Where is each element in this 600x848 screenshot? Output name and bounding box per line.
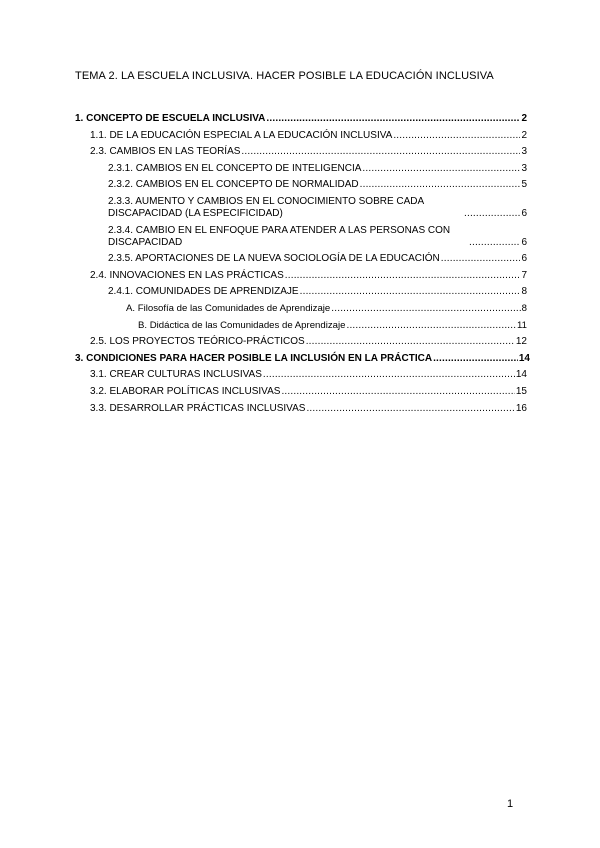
- toc-entry-page: 3: [521, 162, 527, 174]
- toc-entry[interactable]: [0, 336, 600, 348]
- toc-entry-page: 3: [521, 146, 527, 158]
- toc-leader-dots: [300, 286, 521, 298]
- toc-entry-page: 6: [521, 207, 527, 219]
- toc-entry-page: 11: [517, 319, 527, 331]
- toc-entry-label: B. Didáctica de las Comunidades de Aprendizaje: [138, 319, 346, 331]
- toc-entry-page: 8: [521, 302, 527, 314]
- toc-entry-page: 6: [521, 253, 527, 265]
- toc-leader-dots: [469, 237, 520, 249]
- toc-leader-dots: [433, 353, 518, 365]
- toc-entry-page: 2: [521, 129, 527, 141]
- toc-leader-dots: [281, 386, 514, 398]
- toc-entry-label: 2.3.4. CAMBIO EN EL ENFOQUE PARA ATENDER A LAS PERSONAS CON DISCAPACIDAD: [108, 224, 451, 248]
- toc-entry[interactable]: [0, 386, 600, 398]
- toc-entry[interactable]: [0, 253, 600, 265]
- toc-entry-page: 5: [521, 179, 527, 191]
- toc-entry-label: 2.5. LOS PROYECTOS TEÓRICO-PRÁCTICOS: [90, 336, 305, 348]
- toc-leader-dots: [346, 320, 516, 332]
- toc-leader-dots: [441, 253, 521, 265]
- toc-leader-dots: [331, 303, 520, 315]
- toc-entry[interactable]: [0, 369, 600, 381]
- page-number: 1: [507, 798, 514, 810]
- toc-entry[interactable]: [0, 225, 600, 249]
- toc-entry[interactable]: [0, 303, 600, 315]
- toc-entry-label: 2.3. CAMBIOS EN LAS TEORÍAS: [90, 146, 241, 158]
- toc-entry-label: 3.3. DESARROLLAR PRÁCTICAS INCLUSIVAS: [90, 402, 306, 414]
- toc-leader-dots: [393, 130, 520, 142]
- toc-entry-label: 1.1. DE LA EDUCACIÓN ESPECIAL A LA EDUCACIÓN INCLUSIVA: [90, 129, 393, 141]
- toc-entry-label: 2.3.3. AUMENTO Y CAMBIOS EN EL CONOCIMIENTO SOBRE CADA DISCAPACIDAD (LA ESPECIFICIDAD): [108, 195, 424, 219]
- toc-entry-page: 7: [521, 269, 527, 281]
- toc-entry-page: 12: [515, 336, 527, 348]
- document-title: TEMA 2. LA ESCUELA INCLUSIVA. HACER POSIBLE LA EDUCACIÓN INCLUSIVA: [75, 70, 494, 82]
- toc-leader-dots: [263, 369, 515, 381]
- toc-entry-page: 2: [521, 113, 527, 124]
- toc-entry-label: 1. CONCEPTO DE ESCUELA INCLUSIVA: [75, 113, 266, 124]
- toc-leader-dots: [362, 163, 520, 175]
- toc-entry-label: 2.3.1. CAMBIOS EN EL CONCEPTO DE INTELIGENCIA: [108, 162, 362, 174]
- toc-entry[interactable]: [0, 196, 600, 220]
- toc-leader-dots: [266, 113, 520, 125]
- toc-entry-page: 16: [515, 402, 527, 414]
- toc-leader-dots: [464, 208, 520, 220]
- toc-entry-label: 3.1. CREAR CULTURAS INCLUSIVAS: [90, 369, 262, 381]
- toc-entry-label: 3. CONDICIONES PARA HACER POSIBLE LA INCLUSIÓN EN LA PRÁCTICA: [75, 352, 433, 364]
- toc-entry-page: 14: [515, 369, 527, 381]
- toc-entry[interactable]: [0, 403, 600, 415]
- toc-leader-dots: [360, 179, 521, 191]
- toc-entry[interactable]: [0, 163, 600, 175]
- toc-entry-label: 2.4.1. COMUNIDADES DE APRENDIZAJE: [108, 286, 299, 298]
- toc-leader-dots: [306, 403, 514, 415]
- toc-leader-dots: [285, 270, 521, 282]
- toc-leader-dots: [306, 336, 515, 348]
- toc-entry-page: 15: [515, 385, 527, 397]
- toc-entry-page: 14: [518, 352, 530, 364]
- toc-entry[interactable]: [0, 270, 600, 282]
- toc-entry[interactable]: [0, 320, 600, 332]
- toc-entry[interactable]: [0, 179, 600, 191]
- toc-entry-page: 8: [521, 286, 527, 298]
- toc-entry-label: 3.2. ELABORAR POLÍTICAS INCLUSIVAS: [90, 385, 281, 397]
- toc-entry[interactable]: [0, 146, 600, 158]
- table-of-contents: [0, 113, 600, 419]
- toc-entry-label: A. Filosofía de las Comunidades de Aprendizaje: [126, 302, 331, 314]
- toc-entry-label: 2.3.2. CAMBIOS EN EL CONCEPTO DE NORMALIDAD: [108, 179, 359, 191]
- toc-entry[interactable]: [0, 130, 600, 142]
- toc-leader-dots: [241, 146, 520, 158]
- toc-entry[interactable]: [0, 113, 600, 125]
- toc-entry[interactable]: [0, 353, 600, 365]
- toc-entry-page: 6: [521, 236, 527, 248]
- toc-entry[interactable]: [0, 286, 600, 298]
- toc-entry-label: 2.4. INNOVACIONES EN LAS PRÁCTICAS: [90, 269, 284, 281]
- toc-entry-label: 2.3.5. APORTACIONES DE LA NUEVA SOCIOLOGÍA DE LA EDUCACIÓN: [108, 253, 440, 265]
